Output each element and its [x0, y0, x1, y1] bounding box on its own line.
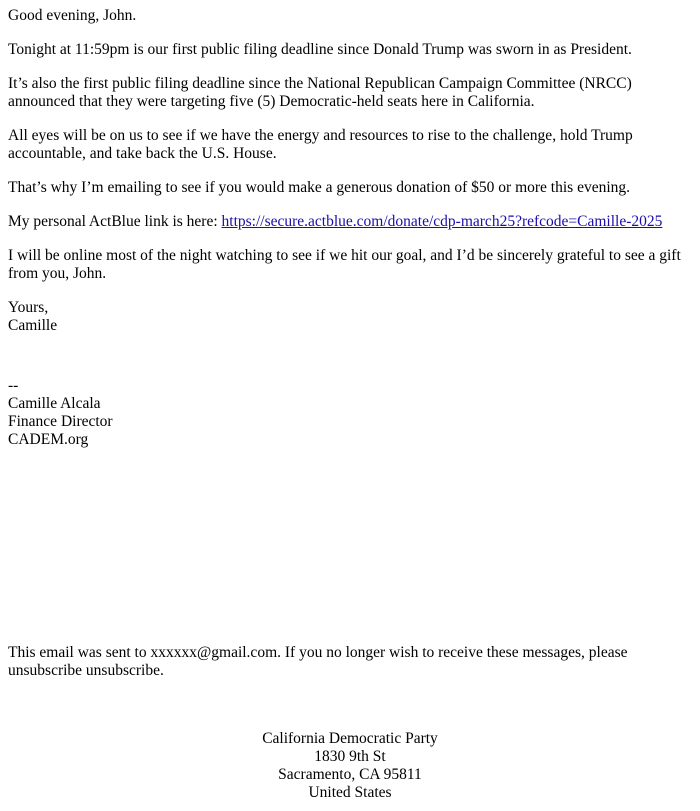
- address-city: Sacramento, CA 95811: [278, 766, 422, 783]
- paragraph-donation-ask: That’s why I’m emailing to see if you would make a generous donation of $50 or more this evening.: [8, 179, 631, 196]
- address-org: California Democratic Party: [262, 730, 438, 747]
- paragraph-nrcc: It’s also the first public filing deadline since the National Republican Campaign Committee (NRCC) announced that they were targeting five (5) Democratic-held seats here in California.: [8, 75, 632, 110]
- link-intro: My personal ActBlue link is here:: [8, 213, 222, 230]
- signoff-name: Camille: [8, 317, 58, 334]
- greeting: Good evening, John.: [8, 7, 137, 24]
- signature-title: Finance Director: [8, 413, 113, 430]
- paragraph-closing: I will be online most of the night watching to see if we hit our goal, and I’d be sincerely grateful to see a gift from you, John.: [8, 247, 681, 282]
- signoff-block: [8, 299, 694, 335]
- signature-separator: --: [8, 377, 19, 394]
- actblue-donate-link[interactable]: https://secure.actblue.com/donate/cdp-march25?refcode=Camille-2025: [221, 213, 663, 230]
- email-body: [8, 7, 694, 449]
- paragraph-all-eyes: All eyes will be on us to see if we have the energy and resources to rise to the challenge, hold Trump accountable, and take back the U.S. House.: [8, 127, 633, 162]
- paragraph-deadline: Tonight at 11:59pm is our first public filing deadline since Donald Trump was sworn in as President.: [8, 41, 632, 58]
- unsubscribe-notice: This email was sent to xxxxxx@gmail.com. If you no longer wish to receive these messages, please unsubscribe unsubscribe.: [8, 644, 628, 679]
- address-street: 1830 9th St: [314, 748, 386, 765]
- address-country: United States: [308, 784, 392, 801]
- paragraph-actblue-link: [8, 213, 694, 231]
- mailing-address: [0, 730, 700, 802]
- signoff: Yours,: [8, 299, 49, 316]
- signature-org: CADEM.org: [8, 431, 89, 448]
- signature-name: Camille Alcala: [8, 395, 101, 412]
- signature-block: [8, 377, 694, 449]
